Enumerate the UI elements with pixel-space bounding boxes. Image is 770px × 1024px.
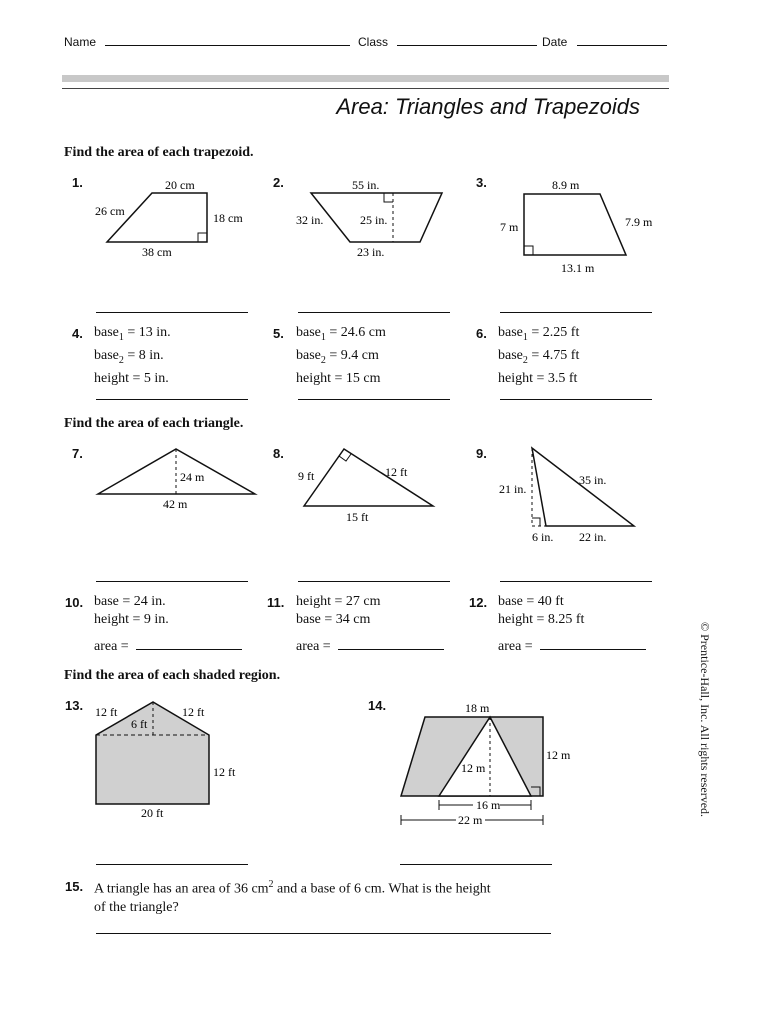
p14-inner-label: 16 m — [476, 798, 501, 812]
section-trapezoids: Find the area of each trapezoid. — [64, 145, 254, 160]
p7-height-label: 24 m — [180, 470, 205, 484]
problem-14-figure — [390, 695, 590, 830]
p8-right-label: 12 ft — [385, 465, 408, 479]
p8-base-label: 15 ft — [346, 510, 369, 524]
p2-top-label: 55 in. — [352, 178, 380, 192]
p2-height-label: 25 in. — [360, 213, 388, 227]
header-rule-thick — [62, 75, 669, 82]
problem-11-number: 11. — [267, 595, 285, 610]
problem-12-number: 12. — [469, 595, 488, 610]
p14-outer-label: 22 m — [458, 813, 483, 827]
p1-bottom-label: 38 cm — [142, 245, 172, 259]
problem-10-number: 10. — [65, 595, 84, 610]
problem-15-number: 15. — [65, 879, 84, 894]
name-field-row — [64, 33, 350, 49]
class-field-row — [358, 33, 537, 49]
problem-2-number: 2. — [273, 175, 284, 190]
p1-right-label: 18 cm — [213, 211, 243, 225]
p13-height-label: 6 ft — [131, 717, 148, 731]
problem-5-text: base$_1$ = 24.6 cm base$_2$ = 9.4 cm height = 15 cm — [296, 325, 386, 386]
p2-bottom-label: 23 in. — [357, 245, 385, 259]
p14-right-label: 12 m — [546, 748, 571, 762]
problem-14-number: 14. — [368, 698, 387, 713]
p3-right-label: 7.9 m — [625, 215, 653, 229]
problem-10-area: area = — [94, 637, 242, 656]
answer-line-6[interactable] — [500, 399, 652, 400]
p1-top-label: 20 cm — [165, 178, 195, 192]
p13-left-label: 12 ft — [95, 705, 118, 719]
area-blank-12[interactable] — [540, 637, 646, 650]
problem-13-number: 13. — [65, 698, 84, 713]
p9-height-label: 21 in. — [499, 482, 527, 496]
answer-line-13[interactable] — [96, 864, 248, 865]
problem-13-figure — [85, 695, 270, 825]
problem-1-number: 1. — [72, 175, 83, 190]
area-blank-10[interactable] — [136, 637, 242, 650]
answer-line-2[interactable] — [298, 312, 450, 313]
class-label: Class — [358, 35, 389, 49]
answer-line-4[interactable] — [96, 399, 248, 400]
problem-8-figure — [290, 440, 465, 530]
p3-top-label: 8.9 m — [552, 178, 580, 192]
area-blank-11[interactable] — [338, 637, 444, 650]
answer-line-8[interactable] — [298, 581, 450, 582]
answer-line-14[interactable] — [400, 864, 552, 865]
problem-7-number: 7. — [72, 446, 83, 461]
p14-top-label: 18 m — [465, 701, 490, 715]
date-field-row — [542, 33, 667, 49]
header-rule-thin — [62, 88, 669, 89]
problem-9-figure — [490, 440, 665, 550]
name-blank[interactable] — [105, 33, 350, 46]
problem-3-figure — [490, 175, 665, 280]
p9-hyp-label: 35 in. — [579, 473, 607, 487]
p13-right-label: 12 ft — [182, 705, 205, 719]
problem-12-text: base = 40 ft height = 8.25 ft — [498, 594, 585, 627]
p13-base-label: 20 ft — [141, 806, 164, 820]
answer-line-3[interactable] — [500, 312, 652, 313]
date-label: Date — [542, 35, 568, 49]
answer-line-1[interactable] — [96, 312, 248, 313]
page-title: Area: Triangles and Trapezoids — [336, 94, 640, 119]
p3-left-label: 7 m — [500, 220, 519, 234]
name-label: Name — [64, 35, 97, 49]
class-blank[interactable] — [397, 33, 537, 46]
problem-6-text: base$_1$ = 2.25 ft base$_2$ = 4.75 ft height = 3.5 ft — [498, 325, 580, 386]
date-blank[interactable] — [577, 33, 667, 46]
copyright-notice: © Prentice-Hall, Inc. All rights reserved. — [698, 622, 712, 818]
problem-4-number: 4. — [72, 326, 83, 341]
section-shaded: Find the area of each shaded region. — [64, 668, 281, 683]
answer-line-5[interactable] — [298, 399, 450, 400]
p2-side-label: 32 in. — [296, 213, 324, 227]
problem-8-number: 8. — [273, 446, 284, 461]
p9-small-label: 6 in. — [532, 530, 554, 544]
p14-height-label: 12 m — [461, 761, 486, 775]
p7-base-label: 42 m — [163, 497, 188, 511]
p13-side-label: 12 ft — [213, 765, 236, 779]
p9-base-label: 22 in. — [579, 530, 607, 544]
problem-4-text: base$_1$ = 13 in. base$_2$ = 8 in. height = 5 in. — [94, 325, 171, 386]
problem-12-area: area = — [498, 637, 646, 656]
problem-11-area: area = — [296, 637, 444, 656]
answer-line-7[interactable] — [96, 581, 248, 582]
answer-line-9[interactable] — [500, 581, 652, 582]
problem-3-number: 3. — [476, 175, 487, 190]
problem-11-text: height = 27 cm base = 34 cm — [296, 594, 381, 627]
problem-10-text: base = 24 in. height = 9 in. — [94, 594, 169, 627]
p1-side-label: 26 cm — [95, 204, 125, 218]
p8-left-label: 9 ft — [298, 469, 315, 483]
section-triangles: Find the area of each triangle. — [64, 416, 244, 431]
problem-9-number: 9. — [476, 446, 487, 461]
answer-line-15[interactable] — [96, 933, 551, 934]
problem-2-figure — [290, 175, 460, 265]
problem-5-number: 5. — [273, 326, 284, 341]
problem-6-number: 6. — [476, 326, 487, 341]
p3-bottom-label: 13.1 m — [561, 261, 595, 275]
problem-15-text: A triangle has an area of 36 $cm^2$ and a base of 6 cm. What is the height of the triangle? — [94, 879, 491, 915]
problem-7-figure — [90, 440, 265, 520]
problem-1-figure — [85, 175, 260, 265]
